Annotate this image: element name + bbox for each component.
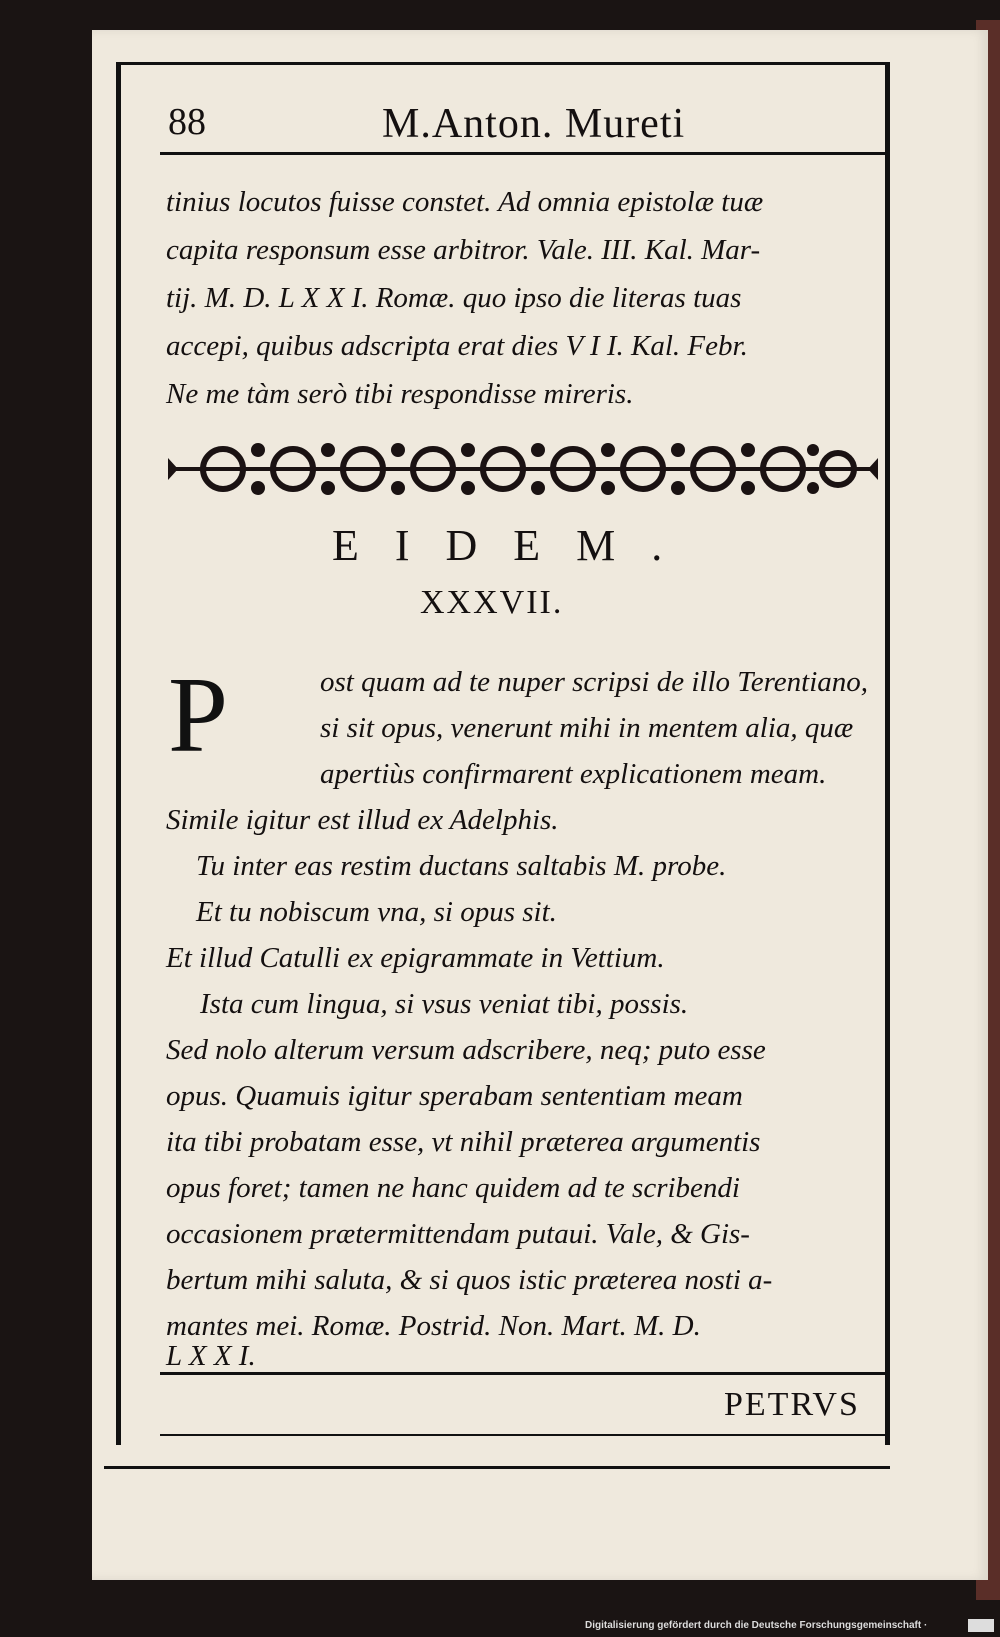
ornament-band <box>168 436 878 502</box>
letter-line: Simile igitur est illud ex Adelphis. <box>166 804 559 836</box>
quoted-verse: Tu inter eas restim ductans saltabis M. probe. <box>196 850 727 882</box>
letter-line: ost quam ad te nuper scripsi de illo Terentiano, <box>320 666 869 698</box>
letter-line: ita tibi probatam esse, vt nihil præterea argumentis <box>166 1126 761 1158</box>
prev-letter-line: capita responsum esse arbitror. Vale. III. Kal. Mar- <box>166 234 761 266</box>
page-number: 88 <box>168 101 206 143</box>
quoted-verse: Ista cum lingua, si vsus veniat tibi, possis. <box>200 988 689 1020</box>
catchword: PETRVS <box>724 1386 860 1423</box>
prev-letter-line: tinius locutos fuisse constet. Ad omnia epistolæ tuæ <box>166 186 764 218</box>
letter-line: opus foret; tamen ne hanc quidem ad te scribendi <box>166 1172 740 1204</box>
letter-line: Sed nolo alterum versum adscribere, neq; puto esse <box>166 1034 766 1066</box>
letter-line: opus. Quamuis igitur sperabam sententiam meam <box>166 1080 743 1112</box>
dfg-logo <box>968 1619 994 1632</box>
frame-bottom-rule <box>104 1466 890 1469</box>
header-rule <box>160 152 885 155</box>
letter-line: L X X I. <box>166 1340 256 1372</box>
letter-line: occasionem prætermittendam putaui. Vale, & Gis- <box>166 1218 750 1250</box>
prev-letter-line: tij. M. D. L X X I. Romæ. quo ipso die literas tuas <box>166 282 742 314</box>
letter-line: bertum mihi saluta, & si quos istic præterea nosti a- <box>166 1264 773 1296</box>
footer-rule-bottom <box>160 1434 885 1436</box>
letter-number: XXXVII. <box>420 584 564 621</box>
letter-line: Et illud Catulli ex epigrammate in Vettium. <box>166 942 665 974</box>
prev-letter-line: Ne me tàm serò tibi respondisse mireris. <box>166 378 634 410</box>
digitization-credit: Digitalisierung gefördert durch die Deutsche Forschungsgemeinschaft · <box>585 1620 928 1631</box>
letter-line: si sit opus, venerunt mihi in mentem alia, quæ <box>320 712 854 744</box>
letter-addressee: EIDEM. <box>332 521 699 570</box>
letter-line: apertiùs confirmarent explicationem meam. <box>320 758 827 790</box>
letter-line: mantes mei. Romæ. Postrid. Non. Mart. M. D. <box>166 1310 701 1342</box>
prev-letter-line: accepi, quibus adscripta erat dies V I I. Kal. Febr. <box>166 330 748 362</box>
footer-rule-top <box>160 1372 885 1375</box>
quoted-verse: Et tu nobiscum vna, si opus sit. <box>196 896 557 928</box>
running-head: M.Anton. Mureti <box>382 101 686 147</box>
drop-cap: P <box>168 656 229 775</box>
